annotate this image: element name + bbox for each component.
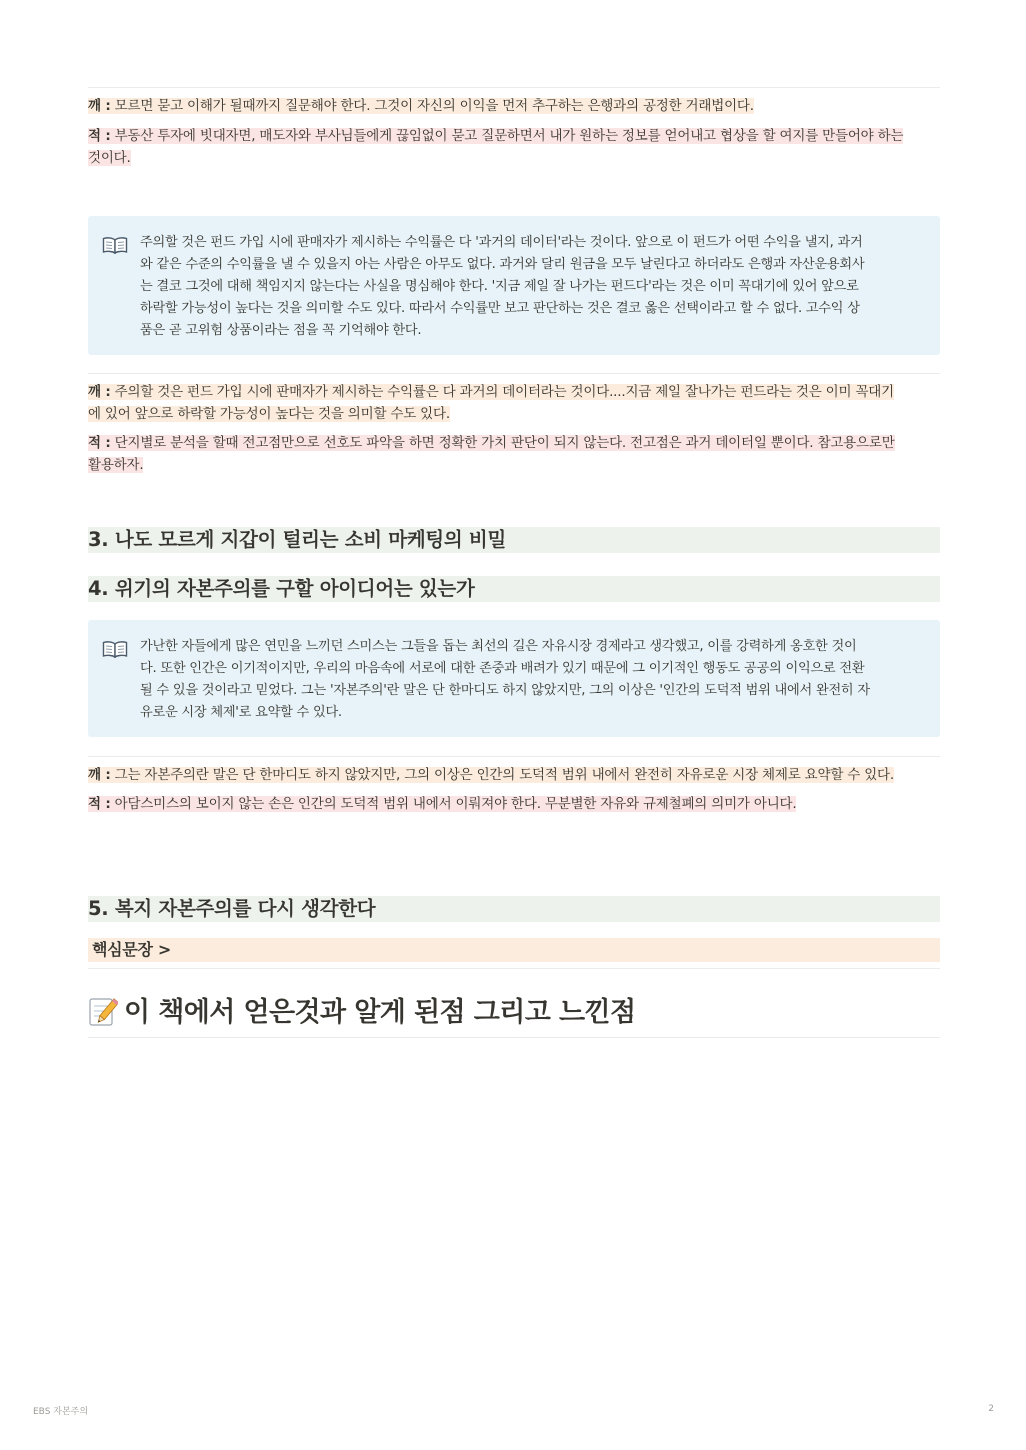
callout-line: 와 같은 수준의 수익률을 낼 수 있을지 아는 사람은 아무도 없다. 과거와 달리 원금을 모두 날린다고 하더라도 은행과 자산운용회사 bbox=[140, 257, 865, 272]
kkae-text-cont: 에 있어 앞으로 하락할 가능성이 높다는 것을 의미할 수도 있다. bbox=[88, 406, 450, 422]
divider bbox=[88, 756, 940, 757]
kkae-line bbox=[88, 381, 940, 403]
divider bbox=[88, 968, 940, 969]
kkae-label: 깨 : bbox=[88, 98, 111, 114]
divider bbox=[88, 373, 940, 374]
callout-line: 가난한 자들에게 많은 연민을 느끼던 스미스는 그들을 돕는 최선의 길은 자유시장 경제라고 생각했고, 이를 강력하게 옹호한 것이 bbox=[140, 639, 857, 654]
jeok-line-cont bbox=[88, 147, 940, 169]
section-heading-3: 3. 나도 모르게 지갑이 털리는 소비 마케팅의 비밀 bbox=[88, 527, 940, 553]
callout-line: 될 수 있을 것이라고 믿었다. 그는 '자본주의'란 말은 단 한마디도 하지 않았지만, 그의 이상은 '인간의 도덕적 범위 내에서 완전히 자 bbox=[140, 683, 870, 698]
kkae-line bbox=[88, 95, 940, 117]
kkae-line-cont bbox=[88, 403, 940, 425]
reflection-heading-text: 이 책에서 얻은것과 알게 된점 그리고 느낀점 bbox=[124, 997, 636, 1028]
callout-line: 다. 또한 인간은 이기적이지만, 우리의 마음속에 서로에 대한 존중과 배려가 있기 때문에 그 이기적인 행동도 공공의 이익으로 전환 bbox=[140, 661, 865, 676]
kkae-text: 그는 자본주의란 말은 단 한마디도 하지 않았지만, 그의 이상은 인간의 도덕적 범위 내에서 완전히 자유로운 시장 체제로 요약할 수 있다. bbox=[110, 767, 894, 783]
callout-line: 유로운 시장 체제'로 요약할 수 있다. bbox=[140, 705, 342, 720]
open-book-icon bbox=[102, 640, 128, 658]
page-number: 2 bbox=[988, 1404, 994, 1414]
quote-callout bbox=[88, 620, 940, 737]
jeok-line bbox=[88, 793, 940, 815]
callout-line: 주의할 것은 펀드 가입 시에 판매자가 제시하는 수익률은 다 '과거의 데이터'라는 것이다. 앞으로 이 펀드가 어떤 수익을 낼지, 과거 bbox=[140, 235, 863, 250]
memo-icon bbox=[88, 995, 118, 1027]
reflection-heading bbox=[88, 993, 940, 1033]
jeok-text-cont: 것이다. bbox=[88, 150, 131, 166]
jeok-label: 적 : bbox=[88, 435, 111, 451]
jeok-text-cont: 활용하자. bbox=[88, 457, 144, 473]
kkae-label: 깨 : bbox=[88, 384, 111, 400]
open-book-icon bbox=[102, 236, 128, 254]
jeok-text: 아담스미스의 보이지 않는 손은 인간의 도덕적 범위 내에서 이뤄져야 한다. 무분별한 자유와 규제철폐의 의미가 아니다. bbox=[110, 796, 797, 812]
section-heading-4: 4. 위기의 자본주의를 구할 아이디어는 있는가 bbox=[88, 576, 940, 602]
callout-line: 하락할 가능성이 높다는 것을 의미할 수도 있다. 따라서 수익률만 보고 판단하는 것은 결코 옳은 선택이라고 할 수 없다. 고수익 상 bbox=[140, 301, 860, 316]
jeok-line-cont bbox=[88, 454, 940, 476]
section-heading-5: 5. 복지 자본주의를 다시 생각한다 bbox=[88, 896, 940, 922]
callout-line: 품은 곧 고위험 상품이라는 점을 꼭 기억해야 한다. bbox=[140, 323, 422, 338]
jeok-text: 단지별로 분석을 할때 전고점만으로 선호도 파악을 하면 정확한 가치 판단이 되지 않는다. 전고점은 과거 데이터일 뿐이다. 참고용으로만 bbox=[110, 435, 895, 451]
kkae-text: 모르면 묻고 이해가 될때까지 질문해야 한다. 그것이 자신의 이익을 먼저 추구하는 은행과의 공정한 거래법이다. bbox=[110, 98, 754, 114]
jeok-line bbox=[88, 432, 940, 454]
callout-line: 는 결코 그것에 대해 책임지지 않는다는 사실을 명심해야 한다. '지금 제일 잘 나가는 펀드다'라는 것은 이미 꼭대기에 있어 앞으로 bbox=[140, 279, 859, 294]
kkae-line bbox=[88, 764, 940, 786]
jeok-label: 적 : bbox=[88, 796, 111, 812]
key-sentence-toggle[interactable]: 핵심문장 > bbox=[88, 938, 940, 962]
kkae-text: 주의할 것은 펀드 가입 시에 판매자가 제시하는 수익률은 다 과거의 데이터라는 것이다....지금 제일 잘나가는 펀드라는 것은 이미 꼭대기 bbox=[110, 384, 894, 400]
jeok-text: 부동산 투자에 빗대자면, 매도자와 부사님들에게 끊임없이 묻고 질문하면서 내가 원하는 정보를 얻어내고 협상을 할 여지를 만들어야 하는 bbox=[110, 128, 904, 144]
divider bbox=[88, 87, 940, 88]
jeok-label: 적 : bbox=[88, 128, 111, 144]
kkae-label: 깨 : bbox=[88, 767, 111, 783]
footer-title: EBS 자본주의 bbox=[33, 1407, 89, 1417]
divider bbox=[88, 1037, 940, 1038]
jeok-line bbox=[88, 125, 940, 147]
quote-callout bbox=[88, 216, 940, 355]
